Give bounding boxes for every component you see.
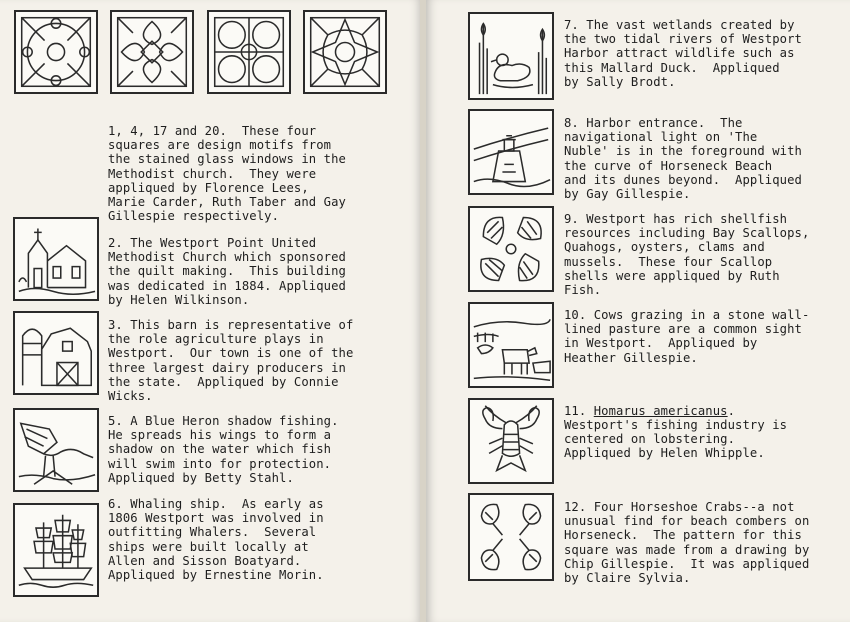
entry-church-text: 2. The Westport Point United Methodist Church which sponsored the quilt making. This building was dedicated in 1884. Appliqued by Helen Wilkinson. [108,236,346,307]
entry-heron-text: 5. A Blue Heron shadow fishing. He spreads his wings to form a shadow on the water which fish will swim into for protection. Appliqued by Betty Stahl. [108,414,339,485]
heron-icon [13,408,99,492]
scallop-shells-icon [468,206,554,292]
entry-whaling-ship-text: 6. Whaling ship. As early as 1806 Westport was involved in outfitting Whalers. Several ships were built locally at Allen and Sisson Boatyard. Appliqued by Ernestine Morin. [108,497,324,583]
lobster-icon [468,398,554,484]
entry-mallard-duck-text: 7. The vast wetlands created by the two tidal rivers of Westport Harbor attract wildlife such as this Mallard Duck. Appliqued by Sally Brodt. [564,18,802,89]
entry-lighthouse-text: 8. Harbor entrance. The navigational light on 'The Nuble' is in the foreground with the curve of Horseneck Beach and its dunes beyond. Appliqued by Gay Gillespie. [564,116,802,202]
entry-scallop-shells-text: 9. Westport has rich shellfish resources including Bay Scallops, Quahogs, oysters, clams and mussels. These four Scallop shells were appliqued by Ruth Fish. [564,212,810,298]
entry-cows-pasture-text: 10. Cows grazing in a stone wall- lined pasture are a common sight in Westport. Appliqued by Heather Gillespie. [564,308,810,365]
whaling-ship-icon [13,503,99,597]
stained-glass-petal-motif-icon [110,10,194,94]
lighthouse-icon [468,109,554,195]
entry-stained-glass-text: 1, 4, 17 and 20. These four squares are design motifs from the stained glass windows in the Methodist church. They were appliqued by Florence Lees, Marie Carder, Ruth Taber and Gay Gillespie respectively. [108,124,346,224]
mallard-duck-icon [468,12,554,100]
entry-lobster-title: Homarus americanus [593,404,728,418]
stained-glass-star-motif-icon [303,10,387,94]
entry-lobster-text: Westport's fishing industry is centered on lobstering. Appliqued by Helen Whipple. [564,418,788,461]
cows-pasture-icon [468,302,554,388]
stained-glass-circle-motif-icon [14,10,98,94]
horseshoe-crabs-icon [468,493,554,581]
entry-lobster-title-end: . [727,404,736,418]
entry-lobster-heading [564,404,735,418]
stained-glass-quatrefoil-motif-icon [207,10,291,94]
entry-horseshoe-crabs-text: 12. Four Horseshoe Crabs--a not unusual find for beach combers on Horseneck. The pattern for this square was made from a drawing by Chip Gillespie. It was appliqued by Claire Sylvia. [564,500,810,586]
barn-icon [13,311,99,395]
church-icon [13,217,99,301]
entry-barn-text: 3. This barn is representative of the role agriculture plays in Westport. Our town is one of the three largest dairy producers in the state. Appliqued by Connie Wicks. [108,318,354,404]
entry-lobster-number: 11. [564,404,594,418]
